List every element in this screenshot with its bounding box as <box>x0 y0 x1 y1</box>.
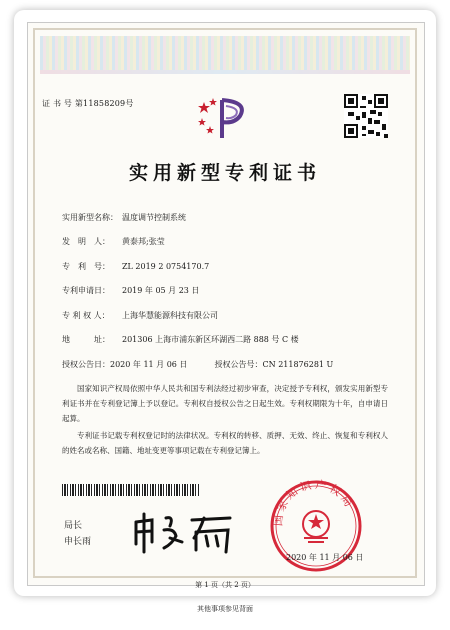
director-name: 申长雨 <box>64 537 92 547</box>
director-title: 局长 <box>64 521 83 531</box>
footer-note: 其他事项参见背面 <box>197 605 253 613</box>
certificate-title: 实用新型专利证书 <box>128 162 321 184</box>
field-patentee: 专 利 权 人： 上海华慧能源科技有限公司 <box>62 311 218 320</box>
field-inventor: 发 明 人： 黄泰邦;张莹 <box>62 237 165 246</box>
field-grant-info: 授权公告日：2020 年 11 月 06 日 授权公告号：CN 211876281 U <box>62 360 334 369</box>
grant-statement-paragraph: 国家知识产权局依照中华人民共和国专利法经过初步审查，决定授予专利权，颁发实用新型专利证书并在专利登记簿上予以登记。专利权自授权公告之日起生效。专利权期限为十年，自申请日起算。 <box>62 384 388 423</box>
qr-code-icon <box>344 94 388 138</box>
certificate-number: 证 书 号 第11858209号 <box>42 99 134 108</box>
seal-text: 国家知识产权局 <box>271 478 357 527</box>
seal-date: 2020 年 11 月 06 日 <box>286 553 364 562</box>
legal-status-paragraph: 专利证书记载专利权登记时的法律状况。专利权的转移、质押、无效、终止、恢复和专利权人的姓名或名称、国籍、地址变更等事项记载在专利登记簿上。 <box>62 431 388 455</box>
decorative-header-band <box>40 36 410 70</box>
director-signature <box>130 508 242 556</box>
field-application-date: 专利申请日： 2019 年 05 月 23 日 <box>62 286 200 295</box>
page-info: 第 1 页（共 2 页） <box>195 581 255 589</box>
barcode-icon <box>62 484 200 496</box>
cnipa-emblem-icon <box>196 96 256 140</box>
field-patent-number: 专 利 号： ZL 2019 2 0754170.7 <box>62 262 210 271</box>
field-address: 地 址： 201306 上海市浦东新区环湖西二路 888 号 C 楼 <box>62 335 299 344</box>
svg-text:国家知识产权局 <box>272 478 357 527</box>
field-utility-model-name: 实用新型名称： 温度调节控制系统 <box>62 213 186 222</box>
